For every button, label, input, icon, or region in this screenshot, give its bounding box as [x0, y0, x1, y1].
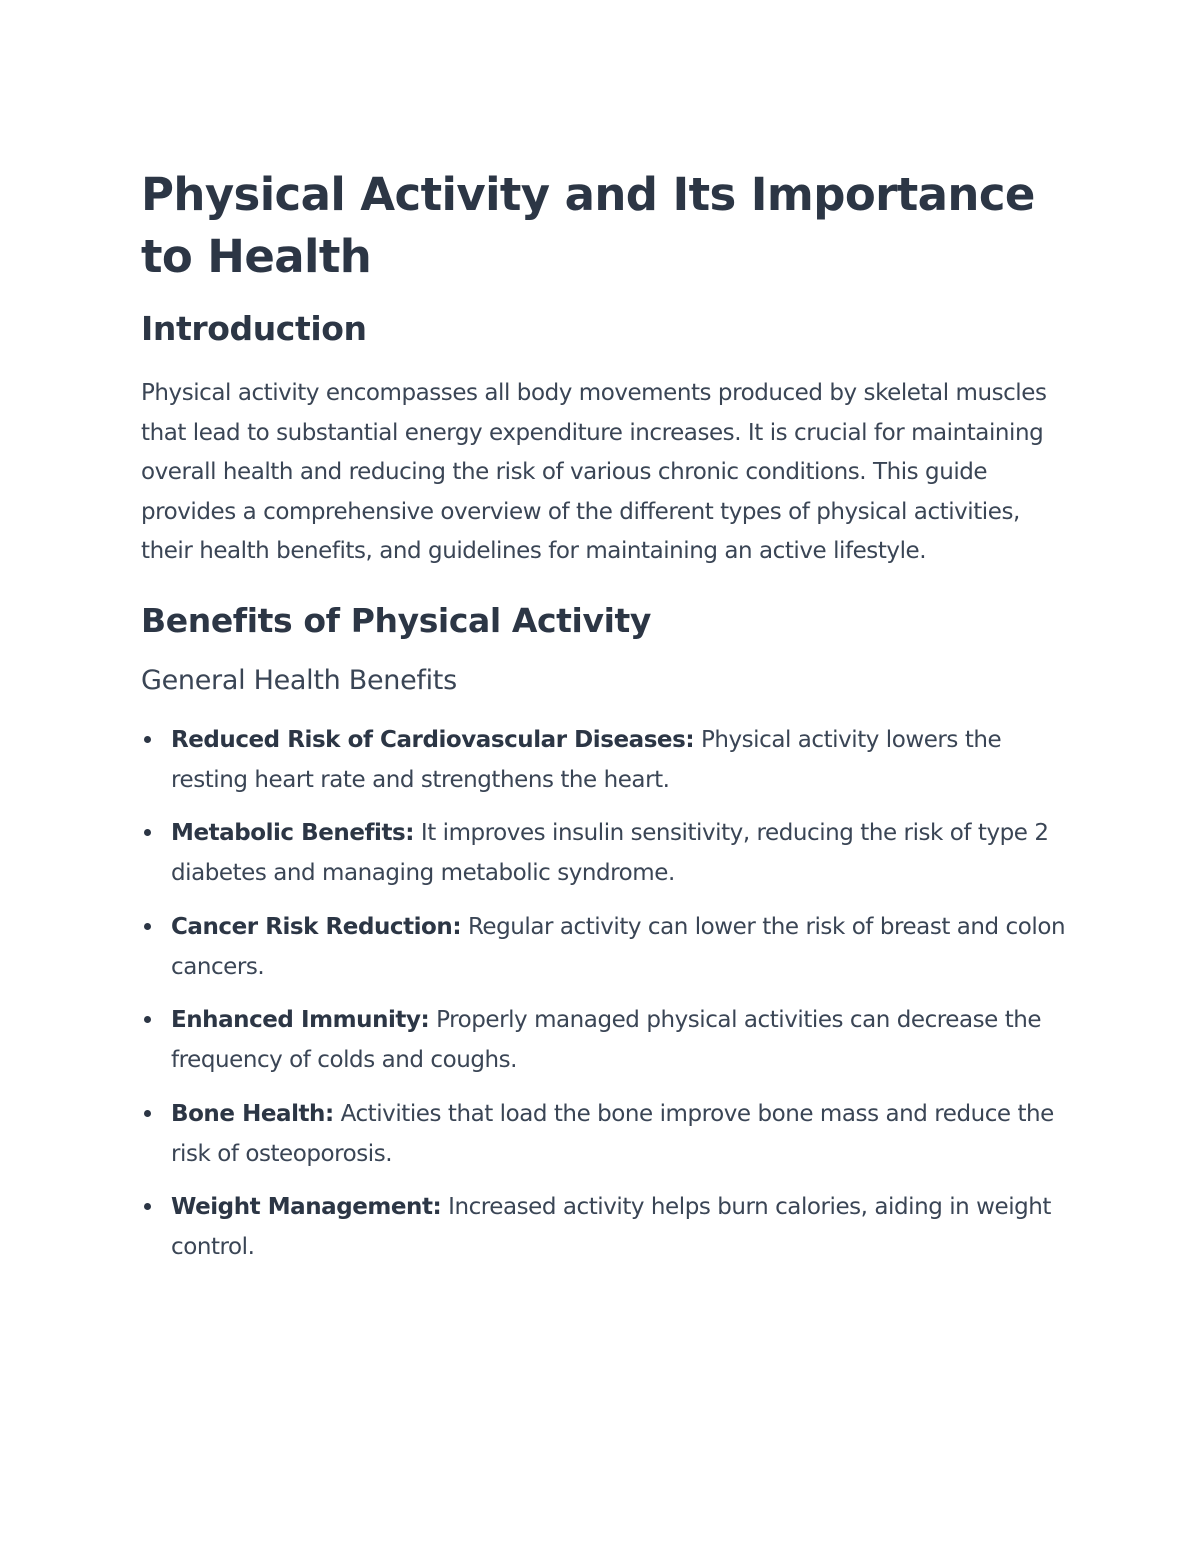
- document-content: [141, 164, 1071, 1281]
- list-item-term: Cancer Risk Reduction:: [171, 913, 462, 940]
- list-item: [141, 1000, 1071, 1080]
- bullet-icon: [144, 1016, 151, 1023]
- benefits-heading: Benefits of Physical Activity: [141, 600, 651, 640]
- bullet-icon: [144, 923, 151, 930]
- list-item: [141, 720, 1071, 800]
- introduction-heading: Introduction: [141, 309, 367, 348]
- list-item-text: Increased activity helps burn calories, aiding in weight control.: [171, 1194, 1051, 1260]
- list-item-text: Properly managed physical activities can decrease the frequency of colds and coughs.: [171, 1007, 1042, 1073]
- list-item-term: Enhanced Immunity:: [171, 1007, 430, 1033]
- list-item-text: Regular activity can lower the risk of breast and colon cancers.: [171, 913, 1066, 980]
- list-item: [141, 1187, 1071, 1267]
- benefits-list: [141, 720, 1071, 1268]
- list-item-text: Physical activity lowers the resting heart rate and strengthens the heart.: [171, 726, 1002, 793]
- introduction-paragraph: Physical activity encompasses all body movements produced by skeletal muscles that lead to substantial energy expenditure increases. It is crucial for maintaining overall health and reducing the risk of various chronic conditions. This guide provides a comprehensive overview of the different types of physical activities, their health benefits, and guidelines for maintaining an active lifestyle.: [141, 380, 1047, 564]
- list-item-term: Weight Management:: [171, 1194, 442, 1220]
- bullet-icon: [144, 1110, 151, 1117]
- bullet-icon: [144, 829, 151, 836]
- document-title: Physical Activity and Its Importance to Health: [141, 168, 1035, 283]
- bullet-icon: [144, 1203, 151, 1210]
- list-item: [141, 1094, 1071, 1174]
- general-health-benefits-subheading: General Health Benefits: [141, 664, 457, 696]
- list-item-text: Activities that load the bone improve bone mass and reduce the risk of osteoporosis.: [171, 1100, 1054, 1167]
- list-item-term: Bone Health:: [171, 1100, 334, 1127]
- list-item-term: Reduced Risk of Cardiovascular Diseases:: [171, 726, 695, 753]
- list-item: [141, 813, 1071, 893]
- bullet-icon: [144, 736, 151, 743]
- list-item: [141, 907, 1071, 987]
- list-item-term: Metabolic Benefits:: [171, 820, 415, 846]
- list-item-text: It improves insulin sensitivity, reducing the risk of type 2 diabetes and managing metabolic syndrome.: [171, 820, 1049, 886]
